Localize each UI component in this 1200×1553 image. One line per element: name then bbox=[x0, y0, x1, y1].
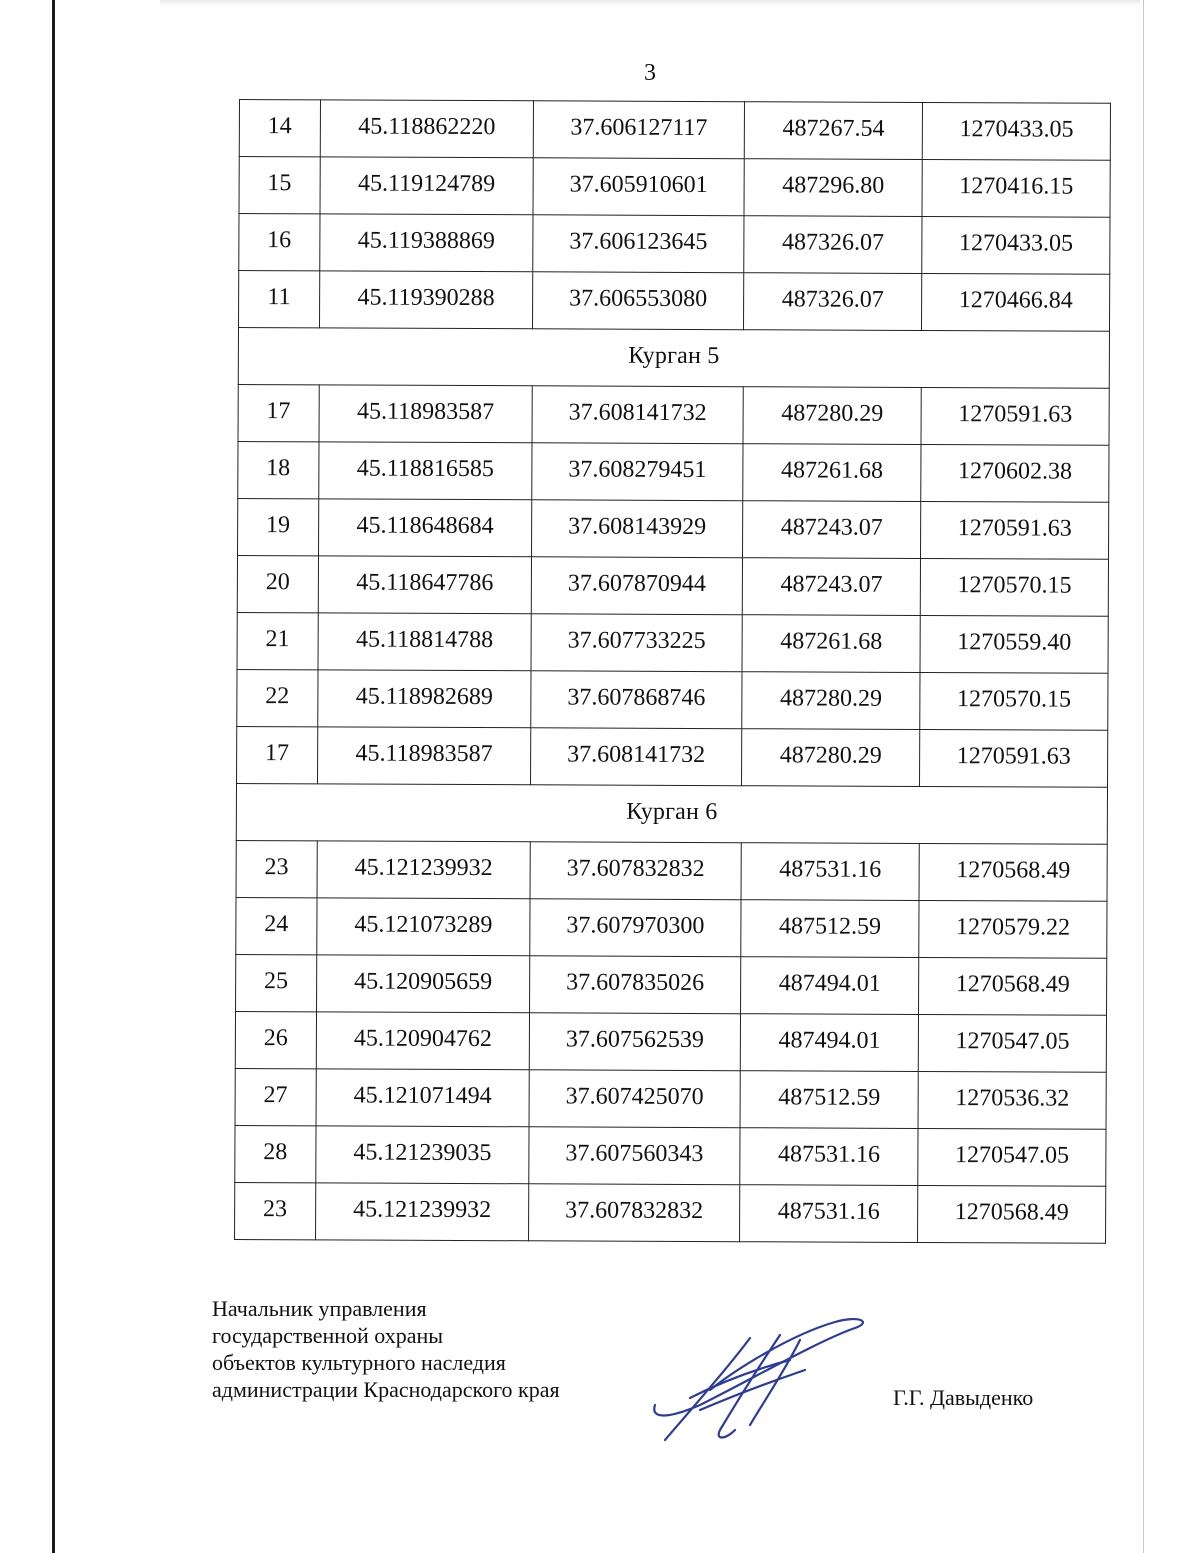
longitude-cell: 37.607835026 bbox=[530, 956, 741, 1014]
point-number-cell: 23 bbox=[236, 840, 317, 897]
latitude-cell: 45.118862220 bbox=[320, 100, 534, 158]
longitude-cell: 37.606123645 bbox=[533, 215, 744, 273]
point-number-cell: 18 bbox=[238, 441, 319, 498]
table-row bbox=[236, 897, 1107, 958]
point-number-cell: 24 bbox=[236, 897, 317, 954]
table-row bbox=[237, 726, 1108, 787]
latitude-cell: 45.121071494 bbox=[316, 1069, 530, 1127]
longitude-cell: 37.606127117 bbox=[533, 101, 744, 159]
point-number-cell: 17 bbox=[237, 726, 318, 783]
longitude-cell: 37.607832832 bbox=[529, 1184, 740, 1242]
latitude-cell: 45.120905659 bbox=[316, 955, 530, 1013]
y-coordinate-cell: 1270591.63 bbox=[921, 387, 1109, 445]
position-line: администрации Краснодарского края bbox=[212, 1377, 560, 1402]
latitude-cell: 45.121239035 bbox=[315, 1126, 529, 1184]
y-coordinate-cell: 1270568.49 bbox=[919, 843, 1107, 901]
longitude-cell: 37.607868746 bbox=[531, 671, 742, 729]
longitude-cell: 37.608279451 bbox=[532, 443, 743, 501]
longitude-cell: 37.608141732 bbox=[531, 728, 742, 786]
latitude-cell: 45.119388869 bbox=[319, 214, 533, 272]
latitude-cell: 45.121073289 bbox=[316, 898, 530, 956]
y-coordinate-cell: 1270602.38 bbox=[921, 444, 1109, 502]
x-coordinate-cell: 487267.54 bbox=[744, 102, 923, 160]
x-coordinate-cell: 487261.68 bbox=[742, 615, 921, 673]
scan-left-edge bbox=[52, 0, 55, 1553]
point-number-cell: 21 bbox=[237, 612, 318, 669]
y-coordinate-cell: 1270570.15 bbox=[921, 558, 1109, 616]
x-coordinate-cell: 487494.01 bbox=[740, 1014, 919, 1072]
longitude-cell: 37.607425070 bbox=[529, 1070, 740, 1128]
table-row bbox=[237, 612, 1108, 673]
scan-right-edge bbox=[1143, 0, 1144, 1553]
table-row bbox=[238, 441, 1109, 502]
table-row bbox=[239, 271, 1110, 332]
latitude-cell: 45.119390288 bbox=[319, 271, 533, 329]
point-number-cell: 19 bbox=[238, 498, 319, 555]
longitude-cell: 37.605910601 bbox=[533, 158, 744, 216]
x-coordinate-cell: 487531.16 bbox=[741, 843, 920, 901]
latitude-cell: 45.118816585 bbox=[318, 442, 532, 500]
y-coordinate-cell: 1270559.40 bbox=[920, 615, 1108, 673]
x-coordinate-cell: 487326.07 bbox=[743, 273, 922, 331]
section-header-row bbox=[238, 328, 1109, 389]
latitude-cell: 45.120904762 bbox=[316, 1012, 530, 1070]
table-row bbox=[235, 1011, 1106, 1072]
table-row bbox=[237, 555, 1108, 616]
y-coordinate-cell: 1270547.05 bbox=[918, 1128, 1106, 1186]
longitude-cell: 37.607733225 bbox=[531, 614, 742, 672]
page-number: 3 bbox=[644, 60, 656, 86]
x-coordinate-cell: 487280.29 bbox=[741, 729, 920, 787]
table-row bbox=[239, 214, 1110, 275]
point-number-cell: 20 bbox=[237, 555, 318, 612]
latitude-cell: 45.118982689 bbox=[317, 670, 531, 728]
x-coordinate-cell: 487326.07 bbox=[744, 216, 923, 274]
y-coordinate-cell: 1270568.49 bbox=[918, 1185, 1106, 1243]
x-coordinate-cell: 487531.16 bbox=[740, 1128, 919, 1186]
table-row bbox=[239, 157, 1110, 218]
signatory-position bbox=[212, 1295, 560, 1403]
longitude-cell: 37.608141732 bbox=[532, 386, 743, 444]
x-coordinate-cell: 487243.07 bbox=[742, 501, 921, 559]
longitude-cell: 37.607560343 bbox=[529, 1127, 740, 1185]
position-line: государственной охраны bbox=[212, 1323, 444, 1348]
latitude-cell: 45.118648684 bbox=[318, 499, 532, 557]
point-number-cell: 15 bbox=[239, 157, 320, 214]
x-coordinate-cell: 487243.07 bbox=[742, 558, 921, 616]
position-line: Начальник управления bbox=[212, 1296, 427, 1321]
table-row bbox=[239, 100, 1110, 161]
longitude-cell: 37.607562539 bbox=[530, 1013, 741, 1071]
section-title: Курган 5 bbox=[238, 328, 1109, 389]
latitude-cell: 45.118647786 bbox=[318, 556, 532, 614]
x-coordinate-cell: 487494.01 bbox=[740, 957, 919, 1015]
table-row bbox=[235, 1182, 1106, 1243]
point-number-cell: 26 bbox=[235, 1011, 316, 1068]
point-number-cell: 23 bbox=[235, 1182, 316, 1239]
point-number-cell: 14 bbox=[239, 100, 320, 157]
y-coordinate-cell: 1270433.05 bbox=[923, 102, 1111, 160]
y-coordinate-cell: 1270579.22 bbox=[919, 900, 1107, 958]
coordinates-table bbox=[234, 99, 1111, 1244]
table-row bbox=[238, 498, 1109, 559]
longitude-cell: 37.607870944 bbox=[531, 557, 742, 615]
longitude-cell: 37.607970300 bbox=[530, 899, 741, 957]
point-number-cell: 27 bbox=[235, 1068, 316, 1125]
point-number-cell: 11 bbox=[239, 271, 320, 328]
y-coordinate-cell: 1270433.05 bbox=[922, 216, 1110, 274]
latitude-cell: 45.118814788 bbox=[318, 613, 532, 671]
table-row bbox=[236, 840, 1107, 901]
y-coordinate-cell: 1270591.63 bbox=[920, 729, 1108, 787]
table-row bbox=[238, 384, 1109, 445]
x-coordinate-cell: 487512.59 bbox=[741, 900, 920, 958]
y-coordinate-cell: 1270536.32 bbox=[918, 1071, 1106, 1129]
table-row bbox=[236, 954, 1107, 1015]
y-coordinate-cell: 1270568.49 bbox=[919, 957, 1107, 1015]
point-number-cell: 28 bbox=[235, 1125, 316, 1182]
position-line: объектов культурного наследия bbox=[212, 1350, 506, 1375]
latitude-cell: 45.119124789 bbox=[320, 157, 534, 215]
x-coordinate-cell: 487261.68 bbox=[743, 444, 922, 502]
longitude-cell: 37.606553080 bbox=[533, 272, 744, 330]
latitude-cell: 45.121239932 bbox=[317, 841, 531, 899]
point-number-cell: 17 bbox=[238, 384, 319, 441]
x-coordinate-cell: 487531.16 bbox=[739, 1185, 918, 1243]
signer-name: Г.Г. Давыденко bbox=[893, 1385, 1034, 1410]
table-row bbox=[235, 1125, 1106, 1186]
section-header-row bbox=[236, 783, 1107, 844]
y-coordinate-cell: 1270591.63 bbox=[921, 501, 1109, 559]
y-coordinate-cell: 1270547.05 bbox=[919, 1014, 1107, 1072]
section-title: Курган 6 bbox=[236, 783, 1107, 844]
table-row bbox=[237, 669, 1108, 730]
y-coordinate-cell: 1270416.15 bbox=[922, 159, 1110, 217]
table-row bbox=[235, 1068, 1106, 1129]
latitude-cell: 45.121239932 bbox=[315, 1183, 529, 1241]
longitude-cell: 37.607832832 bbox=[530, 842, 741, 900]
handwritten-signature bbox=[640, 1310, 870, 1450]
latitude-cell: 45.118983587 bbox=[319, 385, 533, 443]
point-number-cell: 22 bbox=[237, 669, 318, 726]
x-coordinate-cell: 487512.59 bbox=[740, 1071, 919, 1129]
latitude-cell: 45.118983587 bbox=[317, 727, 531, 785]
point-number-cell: 16 bbox=[239, 214, 320, 271]
coordinates-table-body bbox=[235, 100, 1111, 1244]
y-coordinate-cell: 1270570.15 bbox=[920, 672, 1108, 730]
y-coordinate-cell: 1270466.84 bbox=[922, 273, 1110, 331]
x-coordinate-cell: 487280.29 bbox=[743, 387, 922, 445]
x-coordinate-cell: 487280.29 bbox=[742, 672, 921, 730]
longitude-cell: 37.608143929 bbox=[532, 500, 743, 558]
point-number-cell: 25 bbox=[236, 954, 317, 1011]
x-coordinate-cell: 487296.80 bbox=[744, 159, 923, 217]
scan-top-shadow bbox=[160, 0, 1140, 6]
